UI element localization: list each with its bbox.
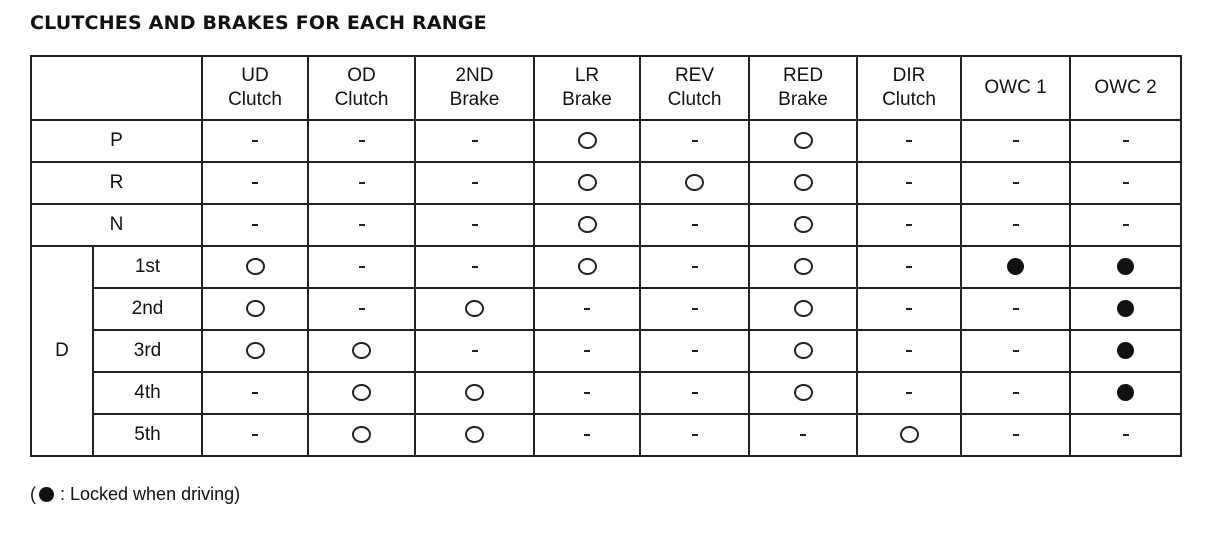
table-cell [202, 246, 308, 288]
dash-icon [252, 392, 258, 394]
table-cell [308, 288, 415, 330]
table-cell [308, 414, 415, 456]
dash-icon [472, 182, 478, 184]
table-row [31, 204, 1181, 246]
table-row [31, 246, 1181, 288]
table-row [31, 414, 1181, 456]
dash-icon [1123, 140, 1129, 142]
range-label: P [31, 120, 202, 162]
column-header [308, 56, 415, 120]
dash-icon [1013, 308, 1019, 310]
table-cell [534, 120, 640, 162]
open-circle-icon [578, 174, 597, 191]
column-header-line: UD [241, 65, 269, 86]
gear-label: 2nd [93, 288, 202, 330]
open-circle-icon [578, 132, 597, 149]
dash-icon [359, 308, 365, 310]
open-circle-icon [794, 300, 813, 317]
table-cell [857, 246, 961, 288]
dash-icon [906, 182, 912, 184]
header-row [31, 56, 1181, 120]
column-header-line: RED [782, 65, 824, 86]
open-circle-icon [465, 300, 484, 317]
dash-icon [472, 350, 478, 352]
table-cell [202, 288, 308, 330]
open-circle-icon [465, 426, 484, 443]
table-cell [857, 414, 961, 456]
open-circle-icon [246, 300, 265, 317]
dash-icon [906, 224, 912, 226]
table-row [31, 162, 1181, 204]
column-header-line: OWC 1 [984, 77, 1047, 98]
dash-icon [472, 224, 478, 226]
dash-icon [692, 434, 698, 436]
table-cell [749, 288, 857, 330]
dash-icon [1123, 182, 1129, 184]
range-label: D [31, 246, 93, 456]
table-cell [640, 162, 749, 204]
column-header [857, 56, 961, 120]
table-cell [415, 162, 534, 204]
gear-label: 1st [93, 246, 202, 288]
table-cell [1070, 120, 1181, 162]
table-cell [202, 330, 308, 372]
table-cell [1070, 288, 1181, 330]
table-cell [1070, 414, 1181, 456]
dash-icon [692, 308, 698, 310]
column-header-line: Clutch [667, 89, 722, 110]
dash-icon [800, 434, 806, 436]
table-cell [640, 330, 749, 372]
table-cell [202, 162, 308, 204]
column-header-line: Brake [449, 89, 500, 110]
table-cell [640, 372, 749, 414]
open-circle-icon [352, 384, 371, 401]
column-header-line: Brake [778, 89, 828, 110]
corner-cell [31, 56, 202, 120]
table-cell [961, 204, 1070, 246]
gear-label: 4th [93, 372, 202, 414]
table-cell [749, 372, 857, 414]
open-circle-icon [794, 258, 813, 275]
table-cell [749, 162, 857, 204]
dash-icon [1013, 350, 1019, 352]
table-cell [415, 120, 534, 162]
dash-icon [906, 350, 912, 352]
filled-circle-icon [1007, 258, 1024, 275]
table-cell [857, 372, 961, 414]
dash-icon [252, 182, 258, 184]
column-header-line: REV [674, 65, 715, 86]
table-cell [857, 288, 961, 330]
table-cell [857, 204, 961, 246]
dash-icon [252, 140, 258, 142]
table-cell [749, 414, 857, 456]
dash-icon [692, 350, 698, 352]
open-circle-icon [794, 384, 813, 401]
column-header-line: Brake [562, 89, 612, 110]
table-cell [640, 414, 749, 456]
range-label: N [31, 204, 202, 246]
table-cell [534, 372, 640, 414]
dash-icon [1123, 434, 1129, 436]
range-label: R [31, 162, 202, 204]
dash-icon [906, 266, 912, 268]
dash-icon [692, 140, 698, 142]
dash-icon [1013, 140, 1019, 142]
filled-circle-icon [1117, 300, 1134, 317]
dash-icon [1013, 392, 1019, 394]
table-row [31, 330, 1181, 372]
table-cell [534, 246, 640, 288]
table-cell [1070, 246, 1181, 288]
dash-icon [252, 434, 258, 436]
dash-icon [692, 392, 698, 394]
column-header [1070, 56, 1181, 120]
gear-label: 5th [93, 414, 202, 456]
column-header [415, 56, 534, 120]
dash-icon [692, 266, 698, 268]
column-header [202, 56, 308, 120]
table-row [31, 288, 1181, 330]
table-cell [308, 120, 415, 162]
table-cell [415, 288, 534, 330]
table-cell [961, 414, 1070, 456]
table-cell [640, 204, 749, 246]
open-circle-icon [794, 216, 813, 233]
dash-icon [1013, 434, 1019, 436]
open-circle-icon [352, 426, 371, 443]
table-cell [1070, 330, 1181, 372]
gear-label: 3rd [93, 330, 202, 372]
dash-icon [584, 434, 590, 436]
open-circle-icon [794, 342, 813, 359]
dash-icon [1013, 224, 1019, 226]
table-cell [749, 246, 857, 288]
table-cell [202, 204, 308, 246]
open-circle-icon [246, 258, 265, 275]
dash-icon [252, 224, 258, 226]
table-cell [202, 120, 308, 162]
table-cell [961, 330, 1070, 372]
dash-icon [359, 266, 365, 268]
table-cell [415, 204, 534, 246]
legend-text: : Locked when driving) [60, 484, 241, 504]
table-cell [534, 330, 640, 372]
table-cell [961, 162, 1070, 204]
table-cell [202, 414, 308, 456]
dash-icon [692, 224, 698, 226]
filled-circle-icon [1117, 342, 1134, 359]
dash-icon [472, 140, 478, 142]
table-cell [640, 288, 749, 330]
table-cell [961, 246, 1070, 288]
open-circle-icon [465, 384, 484, 401]
table-cell [415, 330, 534, 372]
column-header [749, 56, 857, 120]
table-cell [534, 414, 640, 456]
dash-icon [1013, 182, 1019, 184]
table-cell [640, 246, 749, 288]
dash-icon [906, 392, 912, 394]
table-cell [415, 372, 534, 414]
table-row [31, 372, 1181, 414]
table-cell [308, 330, 415, 372]
column-header-line: DIR [892, 65, 926, 86]
table-cell [1070, 162, 1181, 204]
clutch-brake-table [30, 55, 1182, 457]
table-cell [749, 204, 857, 246]
open-circle-icon [246, 342, 265, 359]
table-cell [1070, 204, 1181, 246]
dash-icon [359, 224, 365, 226]
table-cell [1070, 372, 1181, 414]
page-title: CLUTCHES AND BRAKES FOR EACH RANGE [30, 12, 487, 34]
open-circle-icon [794, 174, 813, 191]
dash-icon [906, 140, 912, 142]
open-circle-icon [900, 426, 919, 443]
table-cell [534, 288, 640, 330]
column-header-line: LR [574, 65, 600, 86]
legend-open-paren: ( [30, 484, 36, 504]
column-header [534, 56, 640, 120]
table-cell [640, 120, 749, 162]
table-cell [961, 372, 1070, 414]
dash-icon [584, 308, 590, 310]
open-circle-icon [685, 174, 704, 191]
column-header-line: Clutch [334, 89, 389, 110]
table-cell [961, 120, 1070, 162]
dash-icon [472, 266, 478, 268]
open-circle-icon [578, 258, 597, 275]
table-cell [857, 162, 961, 204]
table-cell [415, 414, 534, 456]
legend [30, 484, 240, 505]
dash-icon [906, 308, 912, 310]
open-circle-icon [794, 132, 813, 149]
open-circle-icon [352, 342, 371, 359]
table-cell [202, 372, 308, 414]
filled-circle-icon [1117, 384, 1134, 401]
table-cell [308, 372, 415, 414]
table-cell [749, 120, 857, 162]
table-cell [534, 204, 640, 246]
column-header-line: OD [347, 65, 376, 86]
column-header-line: Clutch [882, 89, 936, 110]
dash-icon [359, 182, 365, 184]
table-cell [308, 204, 415, 246]
column-header-line: Clutch [228, 89, 282, 110]
dash-icon [359, 140, 365, 142]
dash-icon [1123, 224, 1129, 226]
table-cell [857, 330, 961, 372]
table-cell [857, 120, 961, 162]
table-cell [534, 162, 640, 204]
column-header-line: 2ND [455, 65, 494, 86]
table-cell [308, 162, 415, 204]
open-circle-icon [578, 216, 597, 233]
column-header [961, 56, 1070, 120]
column-header [640, 56, 749, 120]
filled-circle-icon [39, 487, 54, 502]
filled-circle-icon [1117, 258, 1134, 275]
table-cell [415, 246, 534, 288]
table-cell [749, 330, 857, 372]
dash-icon [584, 350, 590, 352]
table-cell [961, 288, 1070, 330]
table-cell [308, 246, 415, 288]
dash-icon [584, 392, 590, 394]
table-row [31, 120, 1181, 162]
column-header-line: OWC 2 [1094, 77, 1157, 98]
